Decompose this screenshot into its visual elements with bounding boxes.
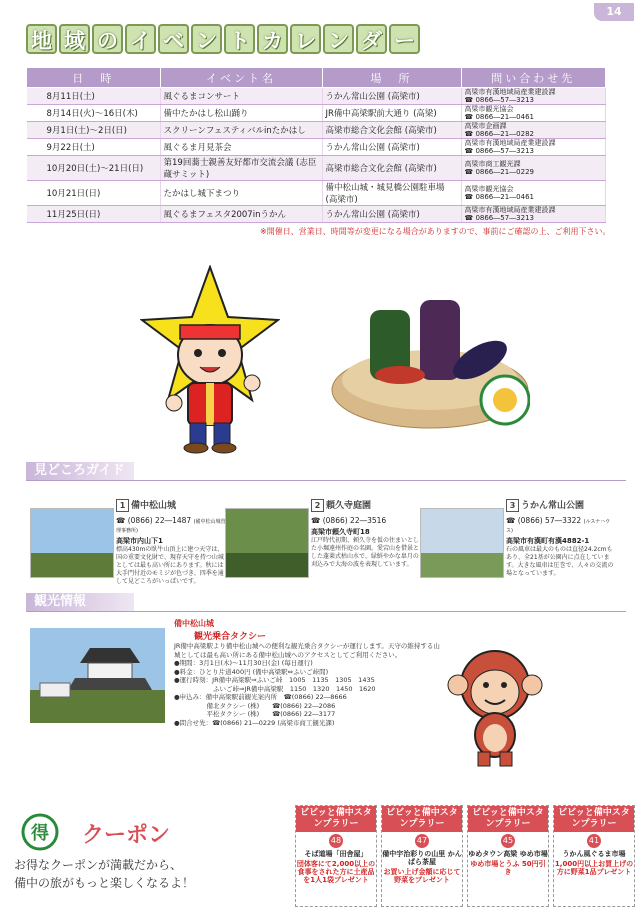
spot-photo bbox=[225, 508, 309, 578]
cell-event: たかはし城下まつり bbox=[160, 181, 322, 206]
title-char: ト bbox=[224, 24, 255, 54]
coupon-number: 48 bbox=[329, 834, 343, 848]
title-char: ダ bbox=[356, 24, 387, 54]
star-mascot-illustration bbox=[140, 265, 280, 455]
spot-tel bbox=[506, 516, 616, 534]
header-place: 場 所 bbox=[322, 68, 461, 88]
coupon-shop: うかん風ぐるま市場 bbox=[562, 850, 626, 858]
spot-name: 頼久寺庭園 bbox=[326, 501, 372, 511]
contact-org: 高梁市企画課 bbox=[464, 122, 507, 130]
title-char: レ bbox=[290, 24, 321, 54]
page-number: 14 bbox=[594, 3, 634, 21]
title-char: 域 bbox=[59, 24, 90, 54]
cell-event: 風ぐるまコンサート bbox=[160, 88, 322, 105]
contact-tel: ☎ 0866―57―3213 bbox=[464, 214, 534, 222]
coupon-number: 45 bbox=[501, 834, 515, 848]
cell-place: うかん常山公園 (高梁市) bbox=[322, 206, 461, 223]
contact-tel: ☎ 0866―21―0461 bbox=[464, 193, 534, 201]
spot-tel-number: ☎ (0866) 22―3516 bbox=[311, 516, 387, 525]
table-row bbox=[27, 105, 606, 122]
spot-tel bbox=[311, 516, 421, 525]
coupon-list bbox=[295, 805, 635, 907]
coupon-shop: そば道場「田舎屋」 bbox=[304, 850, 368, 858]
cell-event: 風ぐるまフェスタ2007inうかん bbox=[160, 206, 322, 223]
svg-text:得: 得 bbox=[31, 823, 49, 844]
spot-description: 石の風車は最大のものは直径24.2cmもあり、全21基が公園内に点在しています。大きな風車は圧巻で、人々の交流の場となっています。 bbox=[506, 546, 614, 577]
cell-contact bbox=[461, 105, 606, 122]
cell-contact bbox=[461, 122, 606, 139]
coupon-offer: 団体客にて2,000以上の食事をされた方に土産品を1人1袋プレゼント bbox=[296, 860, 376, 884]
cell-place: 高梁市総合文化会館 (高梁市) bbox=[322, 122, 461, 139]
coupon-title: クーポン bbox=[82, 823, 171, 848]
kanko-heading: 観光情報 bbox=[26, 593, 134, 611]
coupon-shop: ゆめタウン高梁 ゆめ市場 bbox=[468, 850, 548, 858]
coupon-header: ビビッと備中スタンプラリー bbox=[554, 806, 634, 832]
event-table bbox=[26, 67, 606, 223]
cell-place: JR備中高梁駅前大通り (高梁) bbox=[322, 105, 461, 122]
cell-event: 備中たかはし松山踊り bbox=[160, 105, 322, 122]
coupon-caption bbox=[14, 856, 294, 892]
contact-org: 高梁市観光協会 bbox=[464, 105, 514, 113]
cell-event: 風ぐるま月見茶会 bbox=[160, 139, 322, 156]
spot-description: 江戸時代初期、頼久寺を仮の住まいとした小堀遠州作庭の名園。愛宕山を借景とした蓬莱式枯山水で、緑鮮やかな皐月の刈込みで大海の波を表現しています。 bbox=[311, 537, 420, 568]
cell-place: うかん常山公園 (高梁市) bbox=[322, 88, 461, 105]
spot-number: 1 bbox=[116, 499, 129, 512]
title-char: ー bbox=[389, 24, 420, 54]
kanko-subtitle-1: 備中松山城 bbox=[174, 619, 214, 628]
coupon-caption-line-2: 備中の旅がもっと楽しくなるよ！ bbox=[14, 876, 195, 890]
spot-tel bbox=[116, 516, 226, 534]
castle-photo bbox=[30, 628, 165, 723]
cell-event: 第19回蕎士親善友好都市交流会議 (志臣蔵サミット) bbox=[160, 156, 322, 181]
title-char: ン bbox=[191, 24, 222, 54]
spot-title bbox=[116, 498, 226, 512]
coupon-card[interactable] bbox=[553, 805, 635, 907]
coupon-card[interactable] bbox=[295, 805, 377, 907]
vegetable-basket-photo bbox=[330, 280, 530, 430]
cell-event: スクリーンフェスティバルinたかはし bbox=[160, 122, 322, 139]
page-title bbox=[26, 24, 420, 58]
table-row bbox=[27, 122, 606, 139]
cell-date: 9月22日(土) bbox=[27, 139, 161, 156]
guide-divider bbox=[26, 480, 626, 481]
cell-contact bbox=[461, 139, 606, 156]
cell-contact bbox=[461, 156, 606, 181]
cell-date: 9月1日(土)〜2日(日) bbox=[27, 122, 161, 139]
spot-name: 備中松山城 bbox=[131, 501, 177, 511]
notice-text: ※開催日、営業日、時間等が変更になる場合がありますので、事前にご確認の上、ご利用下さい。 bbox=[260, 227, 611, 236]
guide-section bbox=[26, 462, 626, 481]
cell-place: 備中松山城・城見橋公園駐車場 (高梁市) bbox=[322, 181, 461, 206]
cell-contact bbox=[461, 181, 606, 206]
coupon-card[interactable] bbox=[381, 805, 463, 907]
kanko-line: ●問合せ先：☎(0866) 21―0229 (高梁市商工観光課) bbox=[174, 718, 335, 727]
contact-org: 高梁市商工観光課 bbox=[464, 160, 521, 168]
coupon-header: ビビッと備中スタンプラリー bbox=[468, 806, 548, 832]
cell-date: 8月14日(火)〜16日(木) bbox=[27, 105, 161, 122]
kanko-line: ふいご峠⇒JR備中高梁駅 1150 1320 1450 1620 bbox=[174, 684, 376, 693]
contact-org: 高梁市観光協会 bbox=[464, 185, 514, 193]
spot-tel-number: ☎ (0866) 57―3322 bbox=[506, 516, 582, 525]
spot-tel-note: (備中松山城管理事務所) bbox=[116, 519, 226, 534]
contact-tel: ☎ 0866―21―0229 bbox=[464, 168, 534, 176]
coupon-offer: お買い上げ金額に応じて野菜をプレゼント bbox=[383, 868, 461, 884]
contact-tel: ☎ 0866―57―3213 bbox=[464, 147, 534, 155]
coupon-header: ビビッと備中スタンプラリー bbox=[296, 806, 376, 832]
spot-address: 高梁市内山下1 bbox=[116, 537, 163, 545]
spot-title bbox=[311, 498, 421, 512]
spot-photo bbox=[30, 508, 114, 578]
kanko-line: ●期間：3月1日(木)〜11月30日(金) (毎日運行) bbox=[174, 659, 313, 667]
contact-org: 高梁市有漢地域局産業建設課 bbox=[464, 206, 556, 214]
contact-tel: ☎ 0866―57―3213 bbox=[464, 96, 534, 104]
spot-tel-number: ☎ (0866) 22―1487 bbox=[116, 516, 192, 525]
spot-name: うかん常山公園 bbox=[521, 501, 585, 511]
kanko-line: JR備中高梁駅より備中松山城への便利な観光乗合タクシーが運行します。天守の維持する山城としては最も高い所にある備中松山城へのアクセスとしてご利用ください。 bbox=[174, 642, 440, 659]
cell-contact bbox=[461, 206, 606, 223]
kanko-divider bbox=[26, 611, 626, 612]
coupon-offer: ゆめ市場とうふ 50円引き bbox=[470, 860, 546, 876]
header-contact: 問い合わせ先 bbox=[461, 68, 606, 88]
cell-date: 10月20日(土)〜21日(日) bbox=[27, 156, 161, 181]
cell-date: 10月21日(日) bbox=[27, 181, 161, 206]
contact-tel: ☎ 0866―21―0282 bbox=[464, 130, 534, 138]
kanko-subtitle-2: 観光乗合タクシー bbox=[194, 632, 267, 642]
spot-number: 2 bbox=[311, 499, 324, 512]
kanko-line: 備北タクシー (株) ☎(0866) 22―2086 bbox=[174, 701, 336, 710]
header-event: イベント名 bbox=[160, 68, 322, 88]
kanko-section bbox=[26, 593, 626, 612]
kanko-line: 平松タクシー (株) ☎(0866) 22―3177 bbox=[174, 710, 336, 718]
table-row bbox=[27, 139, 606, 156]
cell-date: 8月11日(土) bbox=[27, 88, 161, 105]
title-char: カ bbox=[257, 24, 288, 54]
cell-place: うかん常山公園 (高梁市) bbox=[322, 139, 461, 156]
title-char: 地 bbox=[26, 24, 57, 54]
title-char: ン bbox=[323, 24, 354, 54]
coupon-header: ビビッと備中スタンプラリー bbox=[382, 806, 462, 832]
coupon-number: 41 bbox=[587, 834, 601, 848]
table-row bbox=[27, 156, 606, 181]
table-row bbox=[27, 181, 606, 206]
contact-org: 高梁市有漢地域局産業建設課 bbox=[464, 88, 556, 96]
title-char: の bbox=[92, 24, 123, 54]
title-char: イ bbox=[125, 24, 156, 54]
coupon-number: 47 bbox=[415, 834, 429, 848]
spot-number: 3 bbox=[506, 499, 519, 512]
kanko-info bbox=[174, 618, 444, 727]
kanko-line: ●料金：ひとり片道400円 (備中高梁駅⇔ふいご峠間) bbox=[174, 667, 329, 676]
table-row bbox=[27, 206, 606, 223]
spot-tel-note: (ルスナハウス) bbox=[506, 519, 610, 534]
kanko-line: ●申込み：備中高梁駅前観光案内所 ☎(0866) 22―8666 bbox=[174, 693, 347, 701]
header-date: 日 時 bbox=[27, 68, 161, 88]
contact-org: 高梁市有漢地域局産業建設課 bbox=[464, 139, 556, 147]
coupon-card[interactable] bbox=[467, 805, 549, 907]
title-char: ベ bbox=[158, 24, 189, 54]
monkey-mascot-illustration bbox=[440, 640, 550, 770]
coupon-caption-line-1: お得なクーポンが満載だから、 bbox=[14, 858, 183, 872]
spot-address: 高梁市有漢町有漢4882-1 bbox=[506, 537, 590, 545]
spot-description: 標高430mの臥牛山頂上に建つ天守は、国の重要文化財で、現存天守を持つ山城としては最も高い所にあります。秋には大手門付近のモミジが色づき、四季を通して見どころがいっぱいです。 bbox=[116, 546, 224, 585]
contact-tel: ☎ 0866―21―0461 bbox=[464, 113, 534, 121]
spot-photo bbox=[420, 508, 504, 578]
cell-place: 高梁市総合文化会館 (高梁市) bbox=[322, 156, 461, 181]
coupon-offer: 1,000円以上お買上げの方に野菜1品プレゼント bbox=[554, 860, 634, 876]
cell-date: 11月25日(日) bbox=[27, 206, 161, 223]
guide-heading: 見どころガイド bbox=[26, 462, 134, 480]
coupon-shop: 備中宇治彩りの山里 かんぱら茶屋 bbox=[382, 850, 462, 866]
table-row bbox=[27, 88, 606, 105]
kanko-line: ●運行時刻：JR備中高梁駅⇒ふいご峠 1005 1135 1305 1435 bbox=[174, 676, 375, 684]
spot-address: 高梁市頼久寺町18 bbox=[311, 528, 370, 536]
cell-contact bbox=[461, 88, 606, 105]
table-header-row bbox=[27, 68, 606, 88]
spot-title bbox=[506, 498, 616, 512]
